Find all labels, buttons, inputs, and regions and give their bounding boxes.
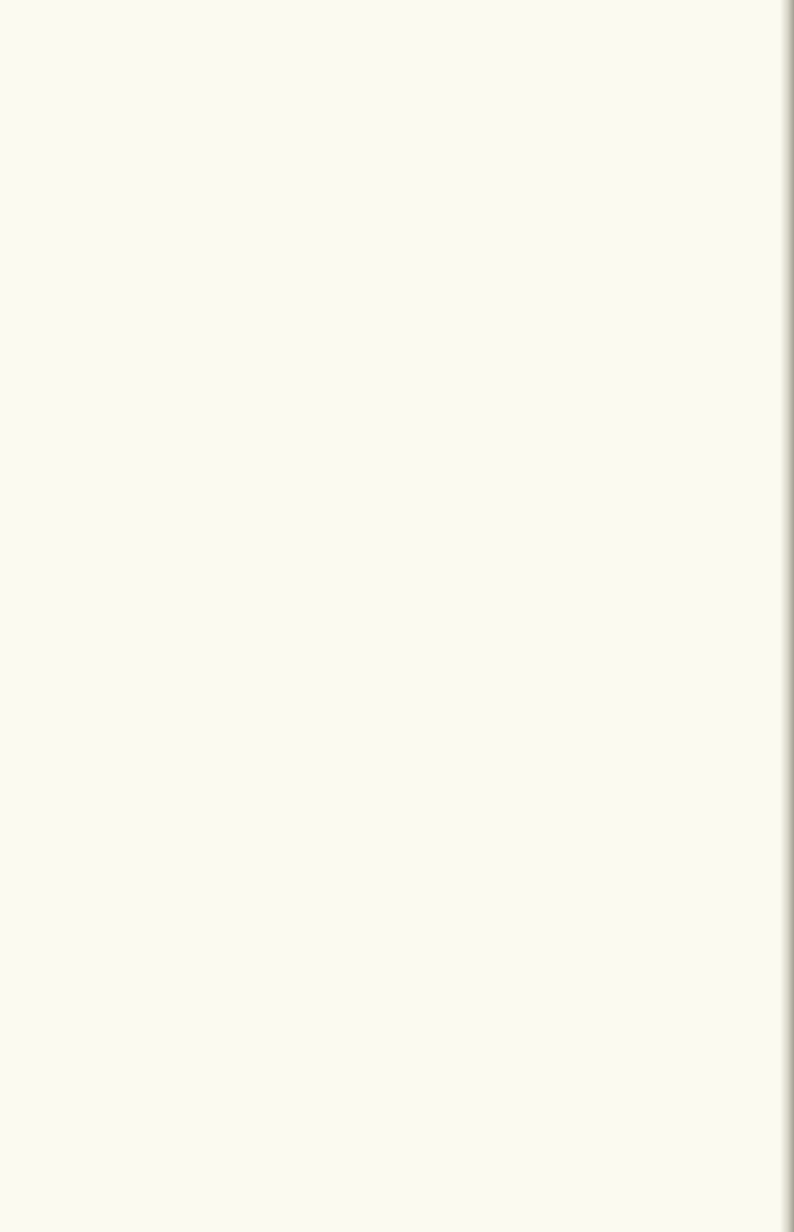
page-edge-shadow (780, 0, 794, 1232)
